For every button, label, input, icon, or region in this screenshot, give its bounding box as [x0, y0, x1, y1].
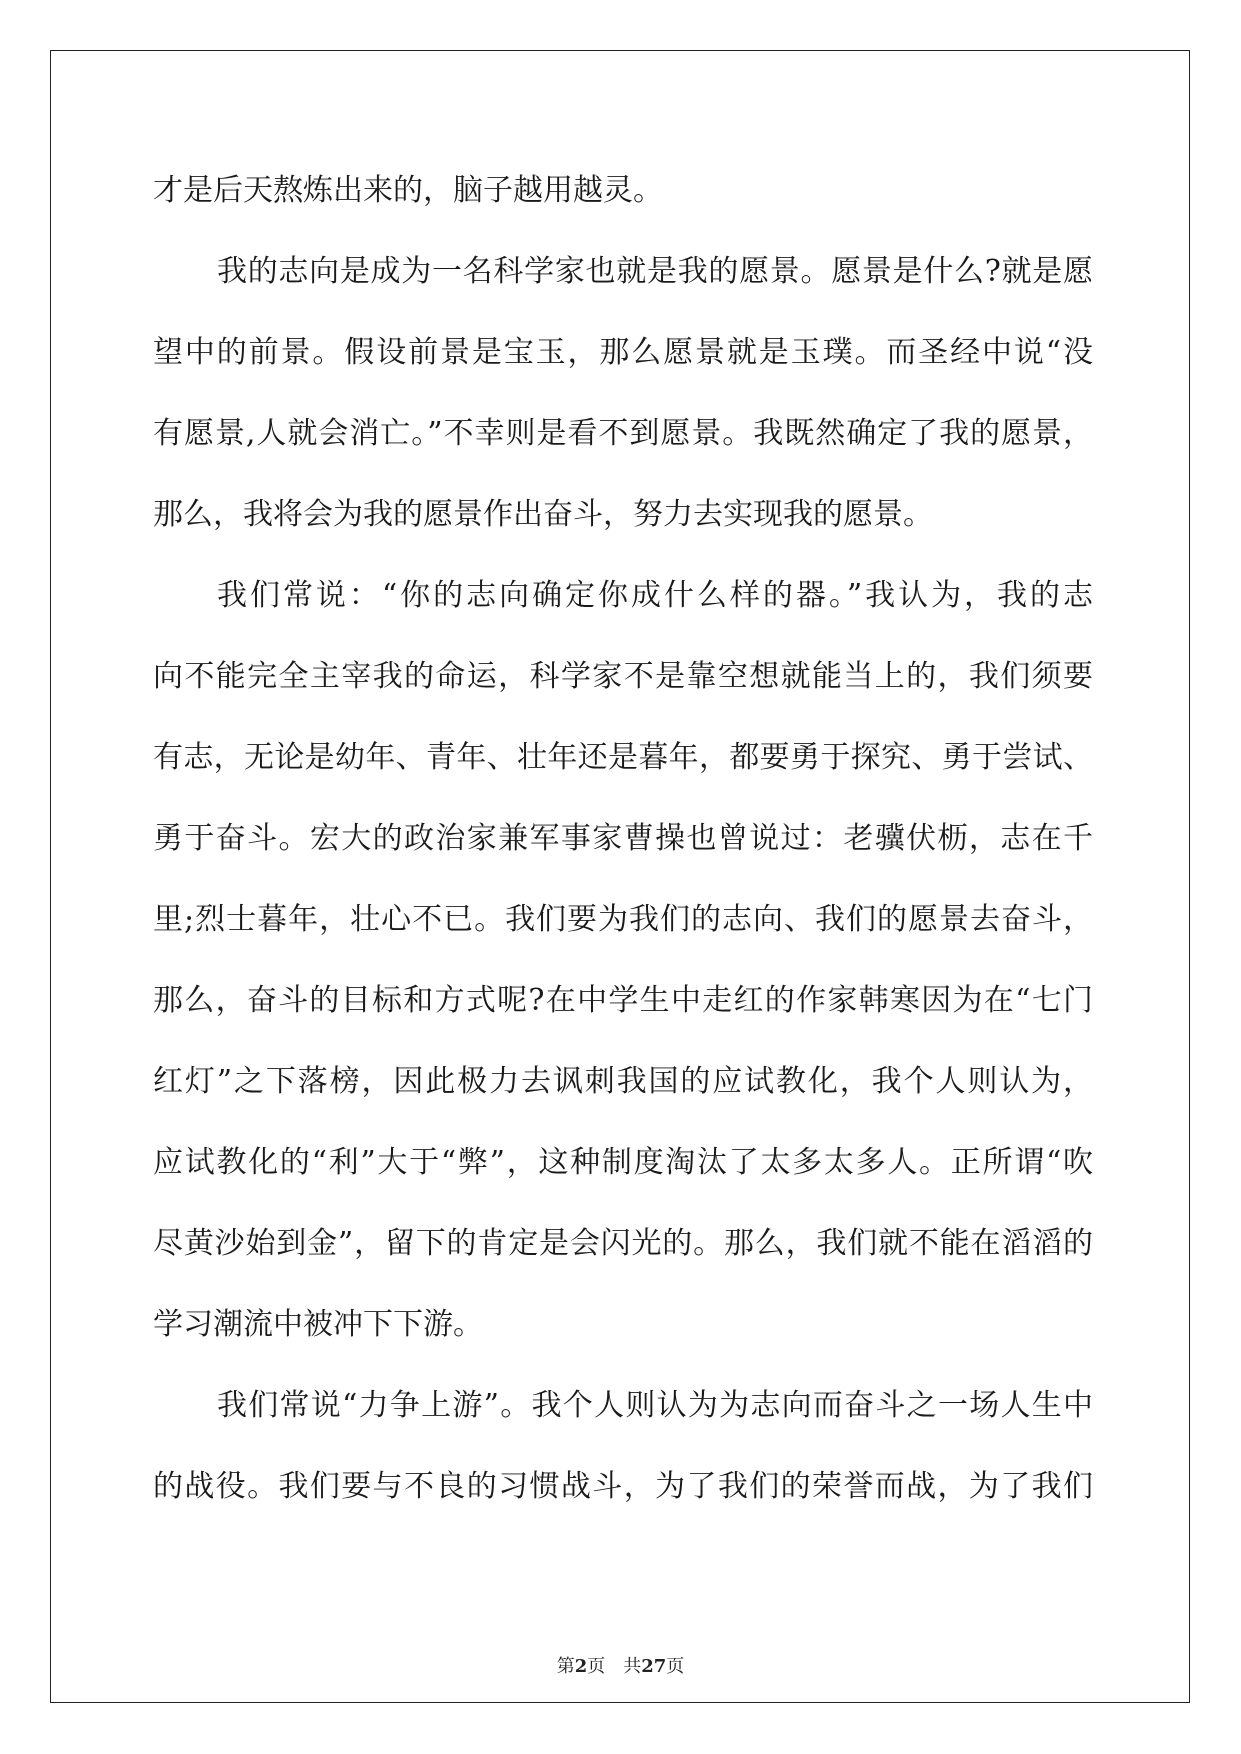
paragraph — [153, 231, 1093, 555]
text-line: 才是后天熬炼出来的，脑子越用越灵。 — [153, 173, 663, 208]
text-line: 我们常说：“你的志向确定你成什么样的器。”我认为，我的志 — [217, 578, 1093, 613]
text-line: 我的志向是成为一名科学家也就是我的愿景。愿景是什么?就是愿 — [217, 254, 1093, 289]
text-line: 有志，无论是幼年、青年、壮年还是暮年，都要勇于探究、勇于尝试、 — [153, 740, 1093, 775]
text-line: 的战役。我们要与不良的习惯战斗，为了我们的荣誉而战，为了我们 — [153, 1469, 1093, 1504]
paragraph — [153, 555, 1093, 1365]
page-number: 2 — [574, 1656, 588, 1677]
text-line: 学习潮流中被冲下下游。 — [153, 1307, 483, 1342]
text-line: 望中的前景。假设前景是宝玉，那么愿景就是玉璞。而圣经中说“没 — [153, 335, 1093, 370]
text-line: 那么，我将会为我的愿景作出奋斗，努力去实现我的愿景。 — [153, 497, 933, 532]
text-line: 尽黄沙始到金”，留下的肯定是会闪光的。那么，我们就不能在滔滔的 — [153, 1226, 1093, 1261]
text-line: 里;烈士暮年，壮心不已。我们要为我们的志向、我们的愿景去奋斗， — [153, 902, 1093, 937]
total-label-prefix: 共 — [623, 1656, 642, 1677]
document-body — [153, 150, 1093, 1527]
page-label-suffix: 页 — [587, 1656, 606, 1677]
total-label-suffix: 页 — [666, 1656, 685, 1677]
text-line: 勇于奋斗。宏大的政治家兼军事家曹操也曾说过：老骥伏枥，志在千 — [153, 821, 1093, 856]
total-pages: 27 — [641, 1656, 667, 1677]
text-line: 那么，奋斗的目标和方式呢?在中学生中走红的作家韩寒因为在“七门 — [153, 983, 1093, 1018]
text-line: 红灯”之下落榜，因此极力去讽刺我国的应试教化，我个人则认为， — [153, 1064, 1093, 1099]
text-line: 向不能完全主宰我的命运，科学家不是靠空想就能当上的，我们须要 — [153, 659, 1093, 694]
text-line: 我们常说“力争上游”。我个人则认为为志向而奋斗之一场人生中 — [217, 1388, 1093, 1423]
page-footer — [0, 1652, 1241, 1678]
paragraph — [153, 1365, 1093, 1527]
text-line: 应试教化的“利”大于“弊”，这种制度淘汰了太多太多人。正所谓“吹 — [153, 1145, 1093, 1180]
text-line: 有愿景,人就会消亡。”不幸则是看不到愿景。我既然确定了我的愿景， — [153, 416, 1093, 451]
page-label-prefix: 第 — [556, 1656, 575, 1677]
paragraph — [153, 150, 1093, 231]
